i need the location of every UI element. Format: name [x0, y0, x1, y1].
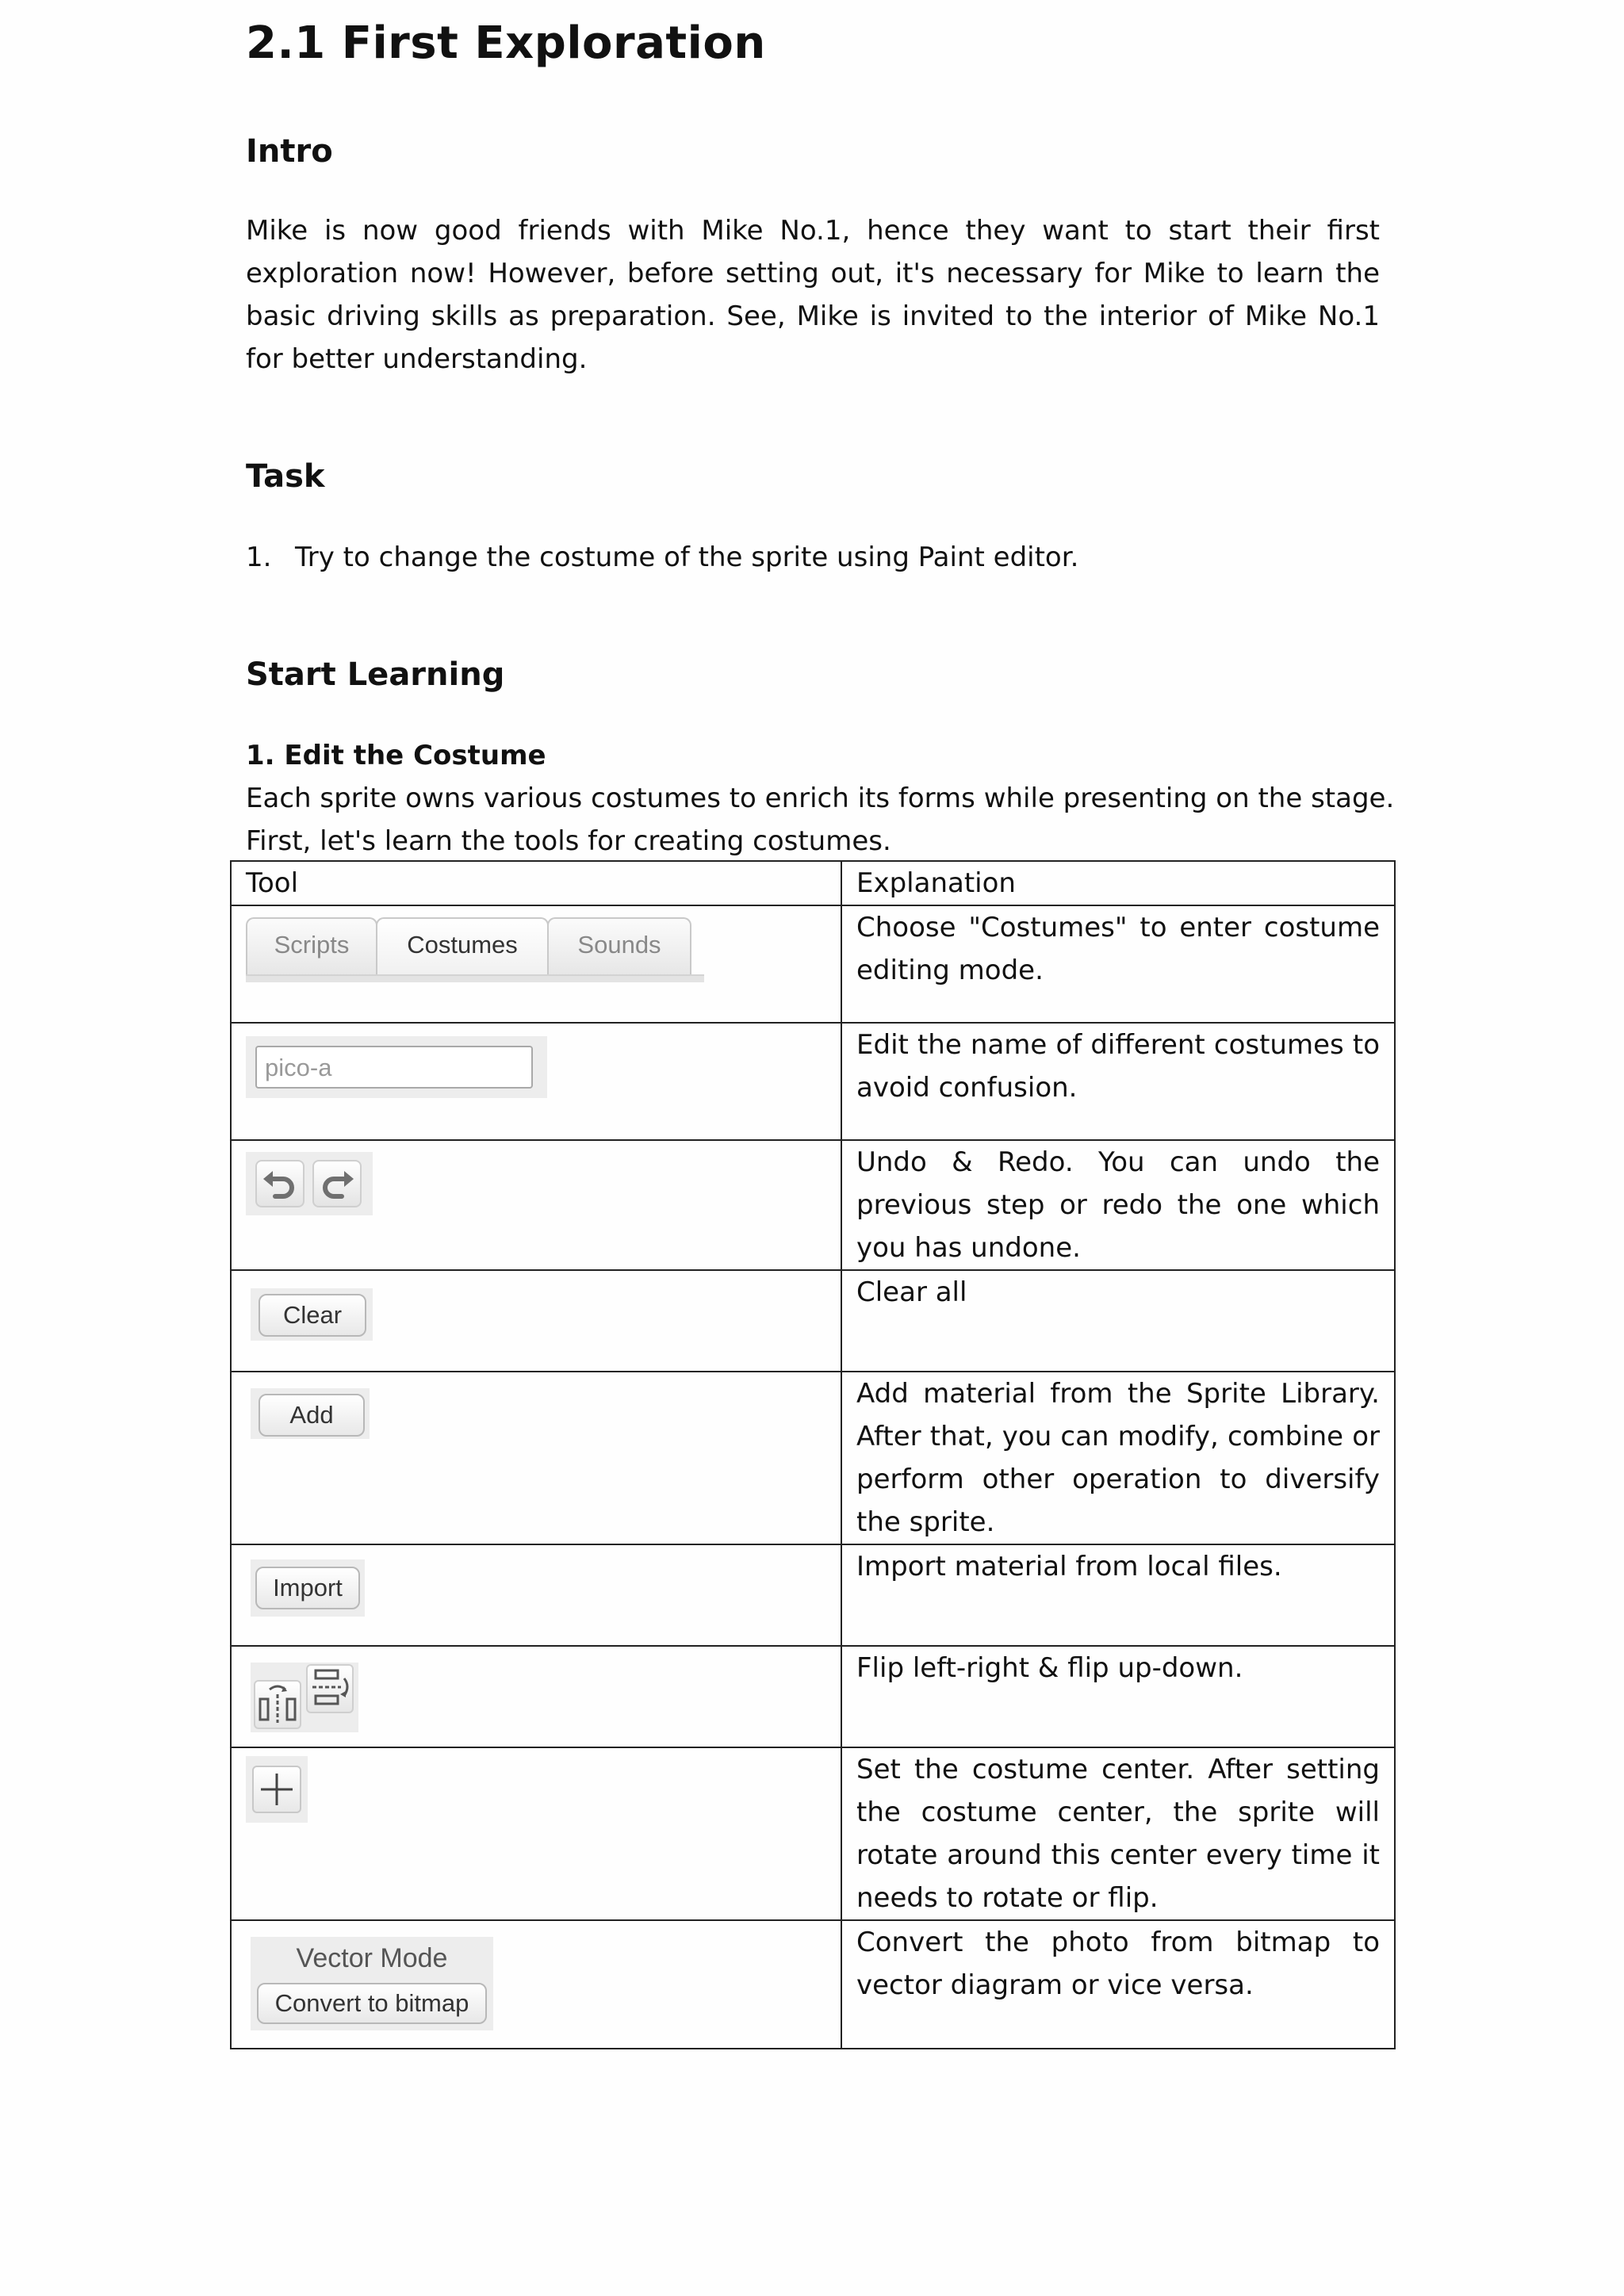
crosshair-icon — [254, 1767, 300, 1812]
explanation-cell: Edit the name of different costumes to avoid confusion. — [841, 1023, 1395, 1140]
task-list-item — [246, 536, 1078, 579]
table-row — [231, 1646, 1395, 1747]
add-button-frame — [251, 1388, 370, 1439]
tools-table — [230, 860, 1396, 2049]
start-learning-heading: Start Learning — [246, 656, 505, 693]
table-row — [231, 905, 1395, 1023]
explanation-cell: Undo & Redo. You can undo the previous step or redo the one which you has undone. — [841, 1140, 1395, 1270]
import-button-frame — [251, 1559, 365, 1617]
editor-tabs — [246, 917, 706, 981]
vector-mode-panel — [251, 1937, 493, 2030]
explanation-cell: Convert the photo from bitmap to vector diagram or vice versa. — [841, 1920, 1395, 2049]
undo-button[interactable] — [255, 1160, 304, 1207]
explanation-cell: Add material from the Sprite Library. After that, you can modify, combine or perform other operation to diversify the sprite. — [841, 1372, 1395, 1544]
table-row — [231, 1023, 1395, 1140]
costume-intro-line-1: Each sprite owns various costumes to enrich its forms while presenting on the stage. — [246, 783, 1395, 814]
table-row — [231, 1372, 1395, 1544]
tool-cell — [231, 1646, 841, 1747]
add-button[interactable]: Add — [259, 1394, 365, 1437]
redo-icon — [314, 1161, 360, 1206]
flip-button-group — [251, 1663, 358, 1732]
flip-up-down-icon — [308, 1666, 352, 1712]
tool-cell — [231, 1372, 841, 1544]
set-costume-center-button[interactable] — [252, 1766, 301, 1813]
intro-paragraph: Mike is now good friends with Mike No.1, hence they want to start their first exploration now! However, before setting out, it's necessary for Mike to learn the basic driving skills as preparation. See, Mike is invited to the interior of Mike No.1 for better understanding. — [246, 215, 1380, 375]
costume-center-frame — [246, 1756, 308, 1823]
tool-cell — [231, 1023, 841, 1140]
explanation-cell: Set the costume center. After setting the costume center, the sprite will rotate around this center every time it needs to rotate or flip. — [841, 1747, 1395, 1920]
table-row — [231, 1747, 1395, 1920]
task-text: Try to change the costume of the sprite using Paint editor. — [295, 541, 1079, 573]
tabs-baseline — [246, 974, 704, 982]
header-tool: Tool — [231, 861, 841, 905]
flip-left-right-icon — [255, 1682, 300, 1728]
task-number: 1. — [246, 541, 272, 573]
explanation-cell: Clear all — [841, 1270, 1395, 1372]
tool-cell — [231, 1140, 841, 1270]
tool-cell — [231, 905, 841, 1023]
table-row — [231, 1270, 1395, 1372]
tool-cell — [231, 1270, 841, 1372]
tab-scripts[interactable]: Scripts — [246, 917, 377, 976]
tool-cell — [231, 1747, 841, 1920]
undo-redo-group — [246, 1152, 373, 1215]
convert-to-bitmap-button[interactable]: Convert to bitmap — [257, 1983, 487, 2024]
redo-button[interactable] — [312, 1160, 362, 1207]
costume-name-box — [246, 1036, 547, 1098]
explanation-cell: Flip left-right & flip up-down. — [841, 1646, 1395, 1747]
vector-mode-label: Vector Mode — [296, 1943, 448, 1973]
tab-sounds[interactable]: Sounds — [547, 917, 691, 976]
header-explanation: Explanation — [841, 861, 1395, 905]
costume-intro — [246, 777, 1404, 863]
page-title: 2.1 First Exploration — [246, 17, 766, 69]
explanation-cell: Import material from local files. — [841, 1544, 1395, 1646]
flip-left-right-button[interactable] — [254, 1680, 301, 1729]
clear-button[interactable]: Clear — [259, 1294, 366, 1337]
costume-name-input[interactable]: pico-a — [255, 1046, 533, 1089]
tool-cell — [231, 1544, 841, 1646]
tab-costumes[interactable]: Costumes — [376, 917, 549, 976]
table-row — [231, 1544, 1395, 1646]
intro-heading: Intro — [246, 133, 333, 170]
clear-button-frame — [251, 1288, 373, 1341]
undo-icon — [257, 1161, 303, 1206]
table-header-row — [231, 861, 1395, 905]
edit-costume-subheading: 1. Edit the Costume — [246, 740, 546, 771]
import-button[interactable]: Import — [255, 1567, 360, 1609]
explanation-cell: Choose "Costumes" to enter costume editing mode. — [841, 905, 1395, 1023]
table-row — [231, 1920, 1395, 2049]
costume-intro-line-2: First, let's learn the tools for creating costumes. — [246, 825, 891, 857]
task-heading: Task — [246, 458, 325, 495]
table-row — [231, 1140, 1395, 1270]
flip-up-down-button[interactable] — [306, 1664, 354, 1713]
tool-cell — [231, 1920, 841, 2049]
